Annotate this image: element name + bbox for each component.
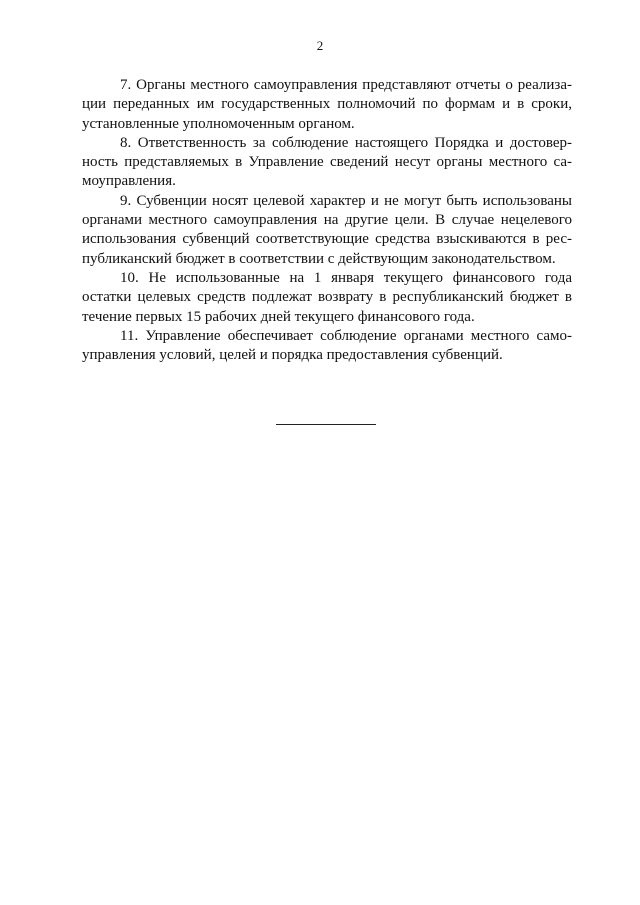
page-number: 2 — [316, 38, 324, 53]
paragraph-9: 9. Субвенции носят целевой характер и не могут быть использованы органами местного самоуправления на другие цели. В случае нецелевого использования субвенций соответствующие средства взыскиваются в республиканский бюджет в соответствии с действующим законодательством. — [82, 192, 572, 267]
paragraph-11: 11. Управление обеспечивает соблюдение органами местного самоуправления условий, целей и порядка предоставления субвенций. — [82, 327, 572, 364]
closing-divider — [276, 424, 376, 425]
document-body — [82, 76, 572, 365]
paragraph-8: 8. Ответственность за соблюдение настоящего Порядка и достоверность представляемых в Управление сведений несут органы местного самоуправления. — [82, 134, 572, 190]
paragraph-7: 7. Органы местного самоуправления представляют отчеты о реализации переданных им государственных полномочий по формам и в сроки, установленные уполномоченным органом. — [82, 77, 572, 132]
paragraph-10: 10. Не использованные на 1 января текущего финансового года остатки целевых средств подлежат возврату в республиканский бюджет в течение первых 15 рабочих дней текущего финансового года. — [82, 269, 572, 325]
